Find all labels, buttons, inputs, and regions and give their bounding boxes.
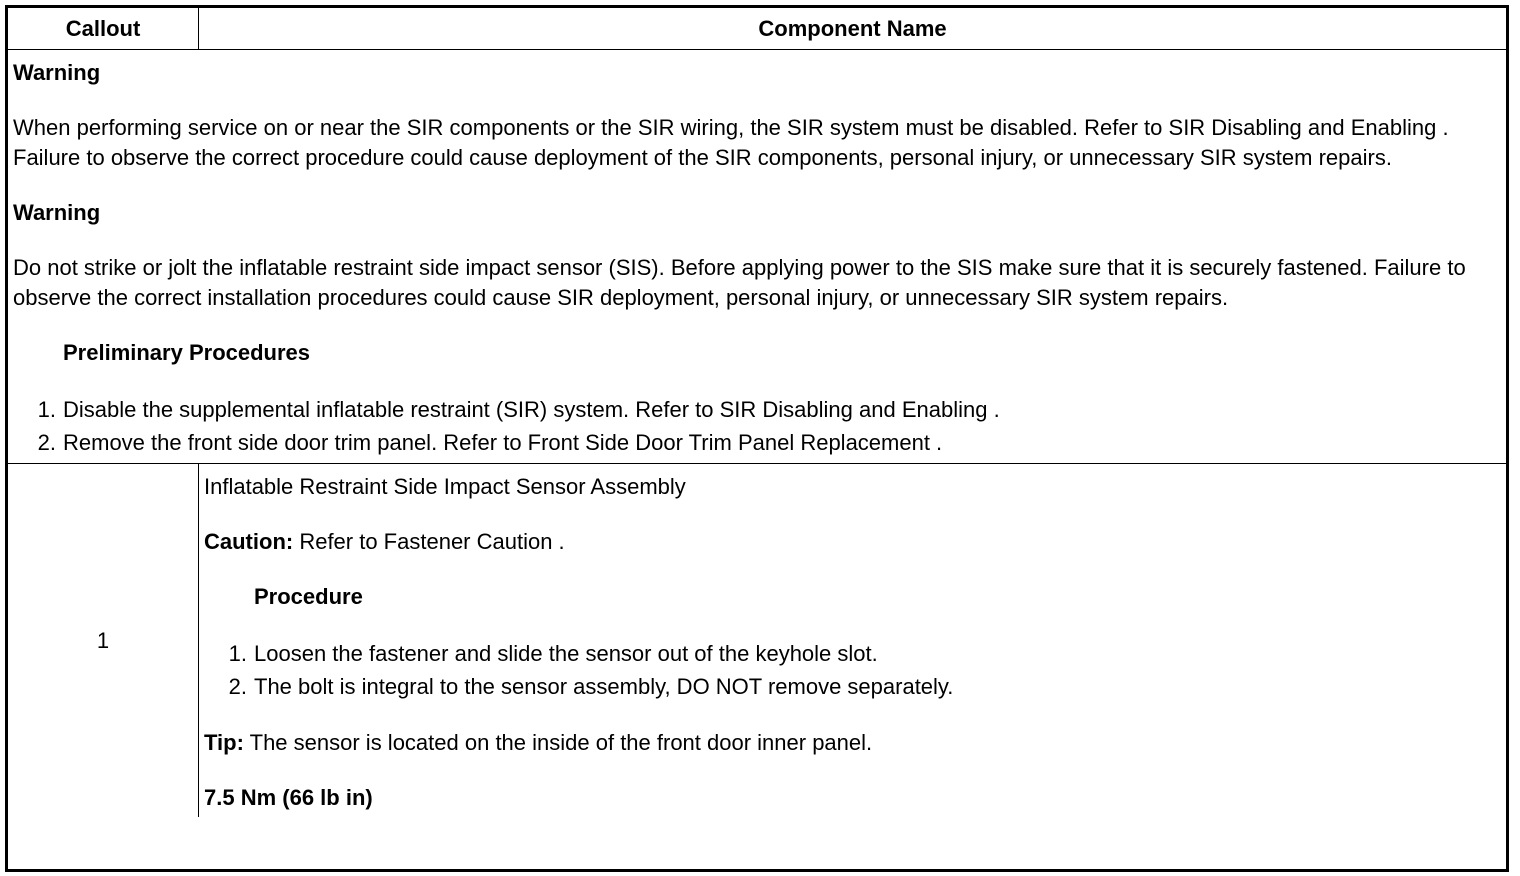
procedure-steps-list: [204, 637, 1502, 703]
list-item: [204, 670, 1502, 703]
torque-spec: 7.5 Nm (66 lb in): [204, 785, 373, 810]
step-text: Remove the front side door trim panel. Refer to Front Side Door Trim Panel Replacement .: [63, 430, 943, 455]
list-item: [13, 393, 1502, 426]
table-header-row: [8, 8, 1506, 50]
tip-text: The sensor is located on the inside of the front door inner panel.: [243, 730, 873, 755]
preliminary-procedures-title: Preliminary Procedures: [63, 340, 311, 365]
component-table-frame: [5, 5, 1509, 872]
step-number: 2.: [228, 674, 247, 699]
preliminary-steps-list: [13, 393, 1502, 459]
procedure-title: Procedure: [254, 584, 363, 609]
list-item: [13, 426, 1502, 459]
step-text: Disable the supplemental inflatable restraint (SIR) system. Refer to SIR Disabling and Enabling .: [63, 397, 1000, 422]
component-name: Inflatable Restraint Side Impact Sensor Assembly: [204, 474, 686, 499]
tip-line: [204, 728, 1502, 758]
warning-text: Do not strike or jolt the inflatable restraint side impact sensor (SIS). Before applying power to the SIS make sure that it is securely fastened. Failure to observe the correct installation procedures could cause SIR deployment, personal injury, or unnecessary SIR system repairs.: [13, 255, 1466, 310]
list-item: [204, 637, 1502, 670]
callout-number: 1: [8, 464, 199, 818]
component-cell: [199, 464, 1507, 818]
step-text: The bolt is integral to the sensor assembly, DO NOT remove separately.: [254, 674, 954, 699]
caution-line: [204, 527, 1502, 557]
header-component-name: Component Name: [199, 8, 1507, 50]
header-callout: Callout: [8, 8, 199, 50]
step-text: Loosen the fastener and slide the sensor out of the keyhole slot.: [254, 641, 878, 666]
warning-text: When performing service on or near the SIR components or the SIR wiring, the SIR system must be disabled. Refer to SIR Disabling and Enabling . Failure to observe the correct procedure could cause deployment of the SIR components, personal injury, or unnecessary SIR system repairs.: [13, 115, 1449, 170]
warning-title: Warning: [13, 60, 101, 85]
caution-label: Caution:: [204, 529, 294, 554]
warnings-cell: [8, 50, 1506, 464]
table-row: [8, 464, 1506, 818]
warnings-row: [8, 50, 1506, 464]
caution-text: Refer to Fastener Caution .: [293, 529, 565, 554]
warning-title: Warning: [13, 200, 101, 225]
component-table: [8, 8, 1506, 817]
tip-label: Tip:: [204, 730, 244, 755]
step-number: 1.: [37, 397, 56, 422]
step-number: 2.: [37, 430, 56, 455]
step-number: 1.: [228, 641, 247, 666]
